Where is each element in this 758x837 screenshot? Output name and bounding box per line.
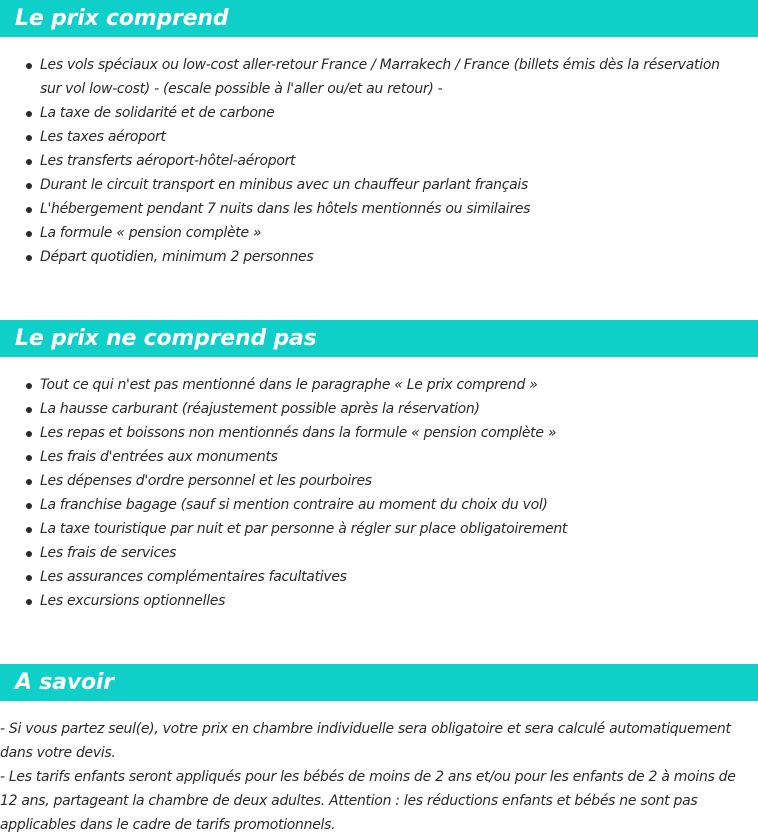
list-item: Les frais d'entrées aux monuments	[40, 445, 738, 469]
list-item: Départ quotidien, minimum 2 personnes	[40, 245, 738, 269]
list-item: La taxe touristique par nuit et par personne à régler sur place obligatoirement	[40, 517, 738, 541]
section-title: A savoir	[15, 670, 114, 695]
section-header-a-savoir	[0, 664, 758, 701]
info-paragraph: - Les tarifs enfants seront appliqués pour les bébés de moins de 2 ans et/ou pour les enfants de 2 à moins de 12 ans, partageant la chambre de deux adultes. Attention : les réductions enfants et bébés ne sont pas applicables dans le cadre de tarifs promotionnels.	[0, 769, 736, 833]
section-header-prix-ne-comprend-pas	[0, 320, 758, 357]
list-item: Les dépenses d'ordre personnel et les pourboires	[40, 469, 738, 493]
list-item: Les assurances complémentaires facultatives	[40, 565, 738, 589]
info-paragraph: - Si vous partez seul(e), votre prix en chambre individuelle sera obligatoire et sera calculé automatiquement dans votre devis.	[0, 721, 731, 761]
list-item: Les repas et boissons non mentionnés dans la formule « pension complète »	[40, 421, 738, 445]
a-savoir-content	[0, 701, 758, 837]
list-item: Les taxes aéroport	[40, 125, 738, 149]
included-list	[0, 37, 758, 269]
list-item: Les transferts aéroport-hôtel-aéroport	[40, 149, 738, 173]
list-item: La franchise bagage (sauf si mention contraire au moment du choix du vol)	[40, 493, 738, 517]
list-item: La formule « pension complète »	[40, 221, 738, 245]
list-item: Les excursions optionnelles	[40, 589, 738, 613]
section-title: Le prix ne comprend pas	[15, 326, 317, 351]
list-item: Les frais de services	[40, 541, 738, 565]
section-header-prix-comprend	[0, 0, 758, 37]
section-title: Le prix comprend	[15, 6, 229, 31]
list-item: Les vols spéciaux ou low-cost aller-retour France / Marrakech / France (billets émis dès la réservation sur vol low-cost) - (escale possible à l'aller ou/et au retour) -	[40, 53, 738, 101]
list-item: L'hébergement pendant 7 nuits dans les hôtels mentionnés ou similaires	[40, 197, 738, 221]
list-item: La hausse carburant (réajustement possible après la réservation)	[40, 397, 738, 421]
list-item: Durant le circuit transport en minibus avec un chauffeur parlant français	[40, 173, 738, 197]
list-item: La taxe de solidarité et de carbone	[40, 101, 738, 125]
list-item: Tout ce qui n'est pas mentionné dans le paragraphe « Le prix comprend »	[40, 373, 738, 397]
excluded-list	[0, 357, 758, 613]
